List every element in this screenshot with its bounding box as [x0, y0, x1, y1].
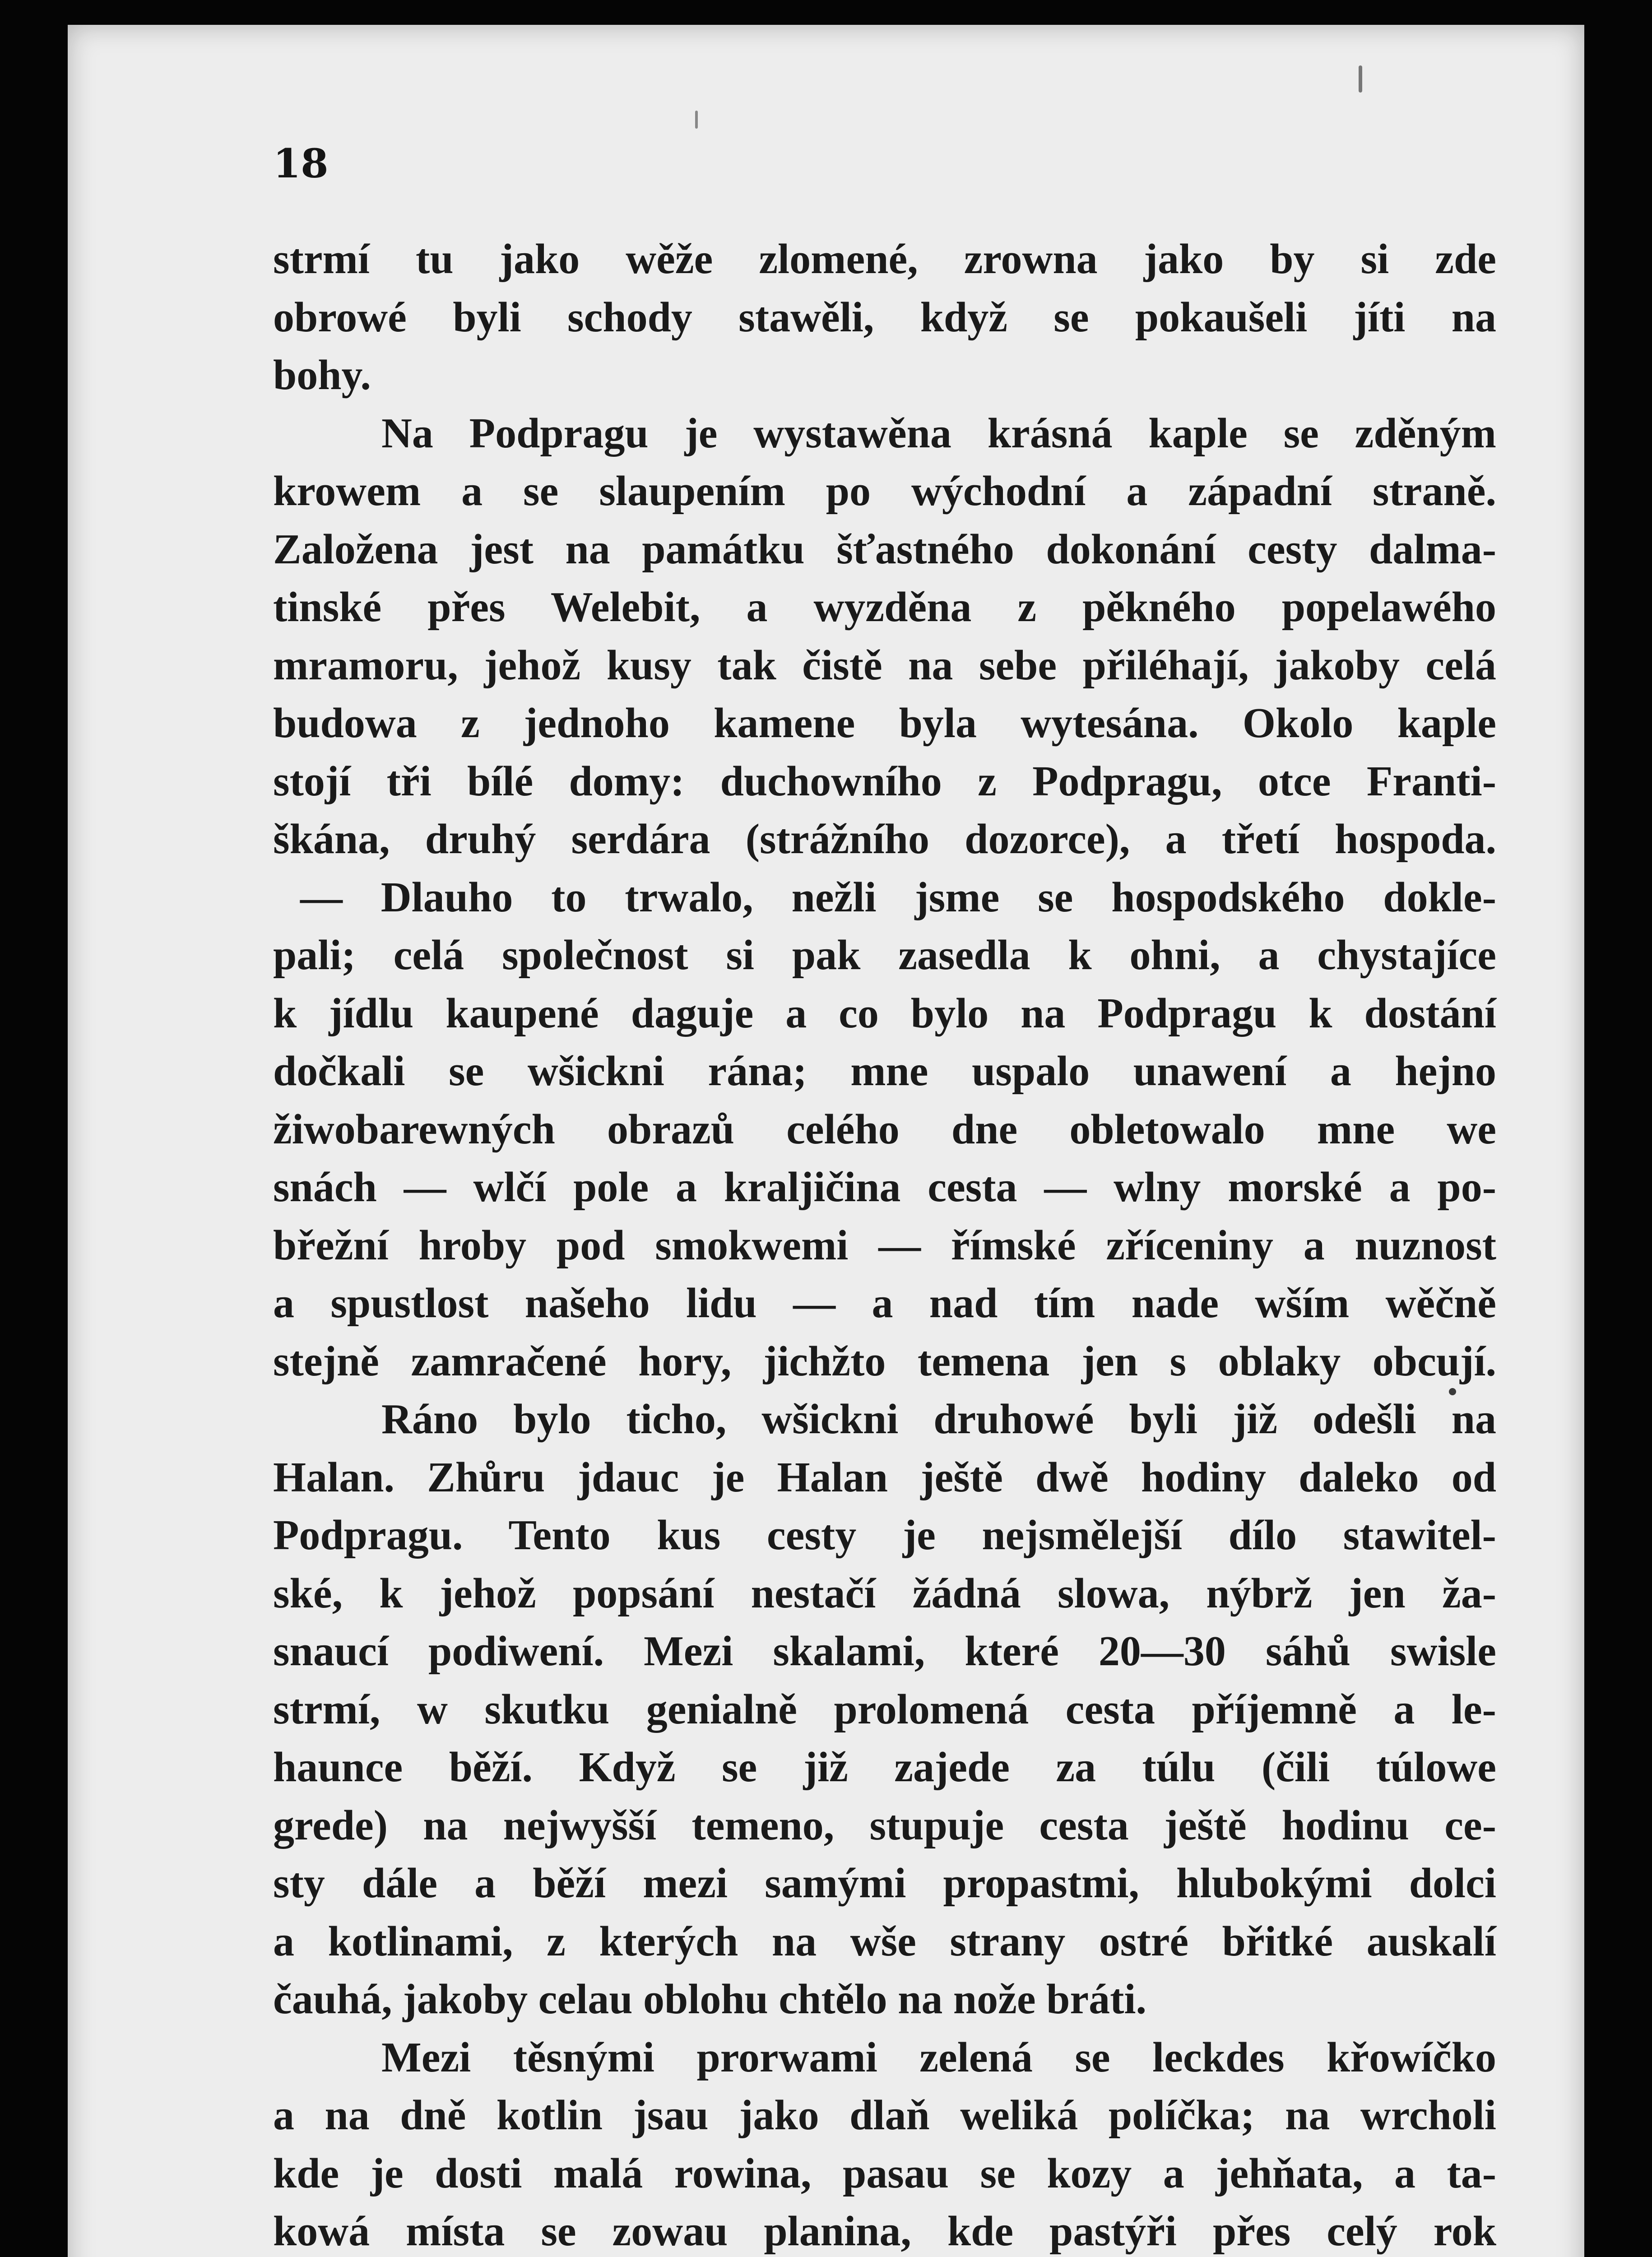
text-line: kde je dosti malá rowina, pasau se kozy a jehňata, a ta-: [273, 2150, 1496, 2197]
text-line: a spustlost našeho lidu — a nad tím nade wším wěčně: [273, 1280, 1496, 1327]
text-line: haunce běží. Když se již zajede za túlu (čili túlowe: [273, 1744, 1496, 1791]
scan-speck: [695, 111, 698, 129]
text-line: Podpragu. Tento kus cesty je nejsmělejší dílo stawitel-: [273, 1512, 1496, 1559]
text-line: snách — wlčí pole a kraljičina cesta — wlny morské a po-: [273, 1164, 1496, 1211]
text-line: Na Podpragu je wystawěna krásná kaple se zděným: [381, 409, 1496, 457]
text-line: a na dně kotlin jsau jako dlaň weliká políčka; na wrcholi: [273, 2092, 1496, 2139]
scan-speck: [1359, 65, 1362, 93]
text-line: břežní hroby pod smokwemi — římské zříceniny a nuznost: [273, 1221, 1496, 1269]
text-line: škána, druhý serdára (strážního dozorce), a třetí hospoda.: [273, 816, 1496, 863]
text-line: budowa z jednoho kamene byla wytesána. Okolo kaple: [273, 700, 1496, 747]
text-line: stojí tři bílé domy: duchowního z Podpragu, otce Franti-: [273, 757, 1496, 805]
text-line: strmí, w skutku genialně prolomená cesta příjemně a le-: [273, 1686, 1496, 1733]
text-line: bohy.: [273, 352, 371, 399]
text-line: Založena jest na památku šťastného dokonání cesty dalma-: [273, 525, 1496, 573]
text-line: tinské přes Welebit, a wyzděna z pěkného popelawého: [273, 584, 1496, 631]
scan-speck: [1449, 1388, 1456, 1395]
body-text: [273, 230, 1496, 2257]
text-line: Mezi těsnými prorwami zelená se leckdes křowíčko: [381, 2034, 1496, 2081]
text-line: a kotlinami, z kterých na wše strany ostré břitké auskalí: [273, 1918, 1496, 1965]
text-line: pali; celá společnost si pak zasedla k ohni, a chystajíce: [273, 932, 1496, 979]
text-line: Halan. Zhůru jdauc je Halan ještě dwě hodiny daleko od: [273, 1454, 1496, 1501]
text-line: sty dále a běží mezi samými propastmi, hlubokými dolci: [273, 1860, 1496, 1907]
text-line: strmí tu jako wěže zlomené, zrowna jako by si zde: [273, 236, 1496, 283]
text-line: k jídlu kaupené daguje a co bylo na Podpragu k dostání: [273, 989, 1496, 1037]
text-line: snaucí podiwení. Mezi skalami, které 20—30 sáhů swisle: [273, 1628, 1496, 1675]
text-line: stejně zamračené hory, jichžto temena jen s oblaky obcují.: [273, 1337, 1496, 1385]
text-line: grede) na nejwyšší temeno, stupuje cesta ještě hodinu ce-: [273, 1802, 1496, 1849]
page-number: 18: [273, 140, 329, 187]
text-line: obrowé byli schody stawěli, když se pokaušeli jíti na: [273, 293, 1496, 341]
text-line: čauhá, jakoby celau oblohu chtělo na nože bráti.: [273, 1976, 1146, 2023]
text-line: kowá místa se zowau planina, kde pastýři přes celý rok: [273, 2208, 1496, 2255]
text-line: krowem a se slaupením po wýchodní a západní straně.: [273, 468, 1496, 515]
text-line: žiwobarewných obrazů celého dne obletowalo mne we: [273, 1105, 1496, 1153]
text-line: dočkali se wšickni rána; mne uspalo unawení a hejno: [273, 1048, 1496, 1095]
text-line: ské, k jehož popsání nestačí žádná slowa, nýbrž jen ža-: [273, 1570, 1496, 1617]
text-line: mramoru, jehož kusy tak čistě na sebe přiléhají, jakoby celá: [273, 641, 1496, 689]
text-line: — Dlauho to trwalo, nežli jsme se hospodského dokle-: [300, 873, 1496, 921]
text-line: Ráno bylo ticho, wšickni druhowé byli již odešli na: [381, 1396, 1496, 1443]
book-page: [68, 25, 1584, 2257]
